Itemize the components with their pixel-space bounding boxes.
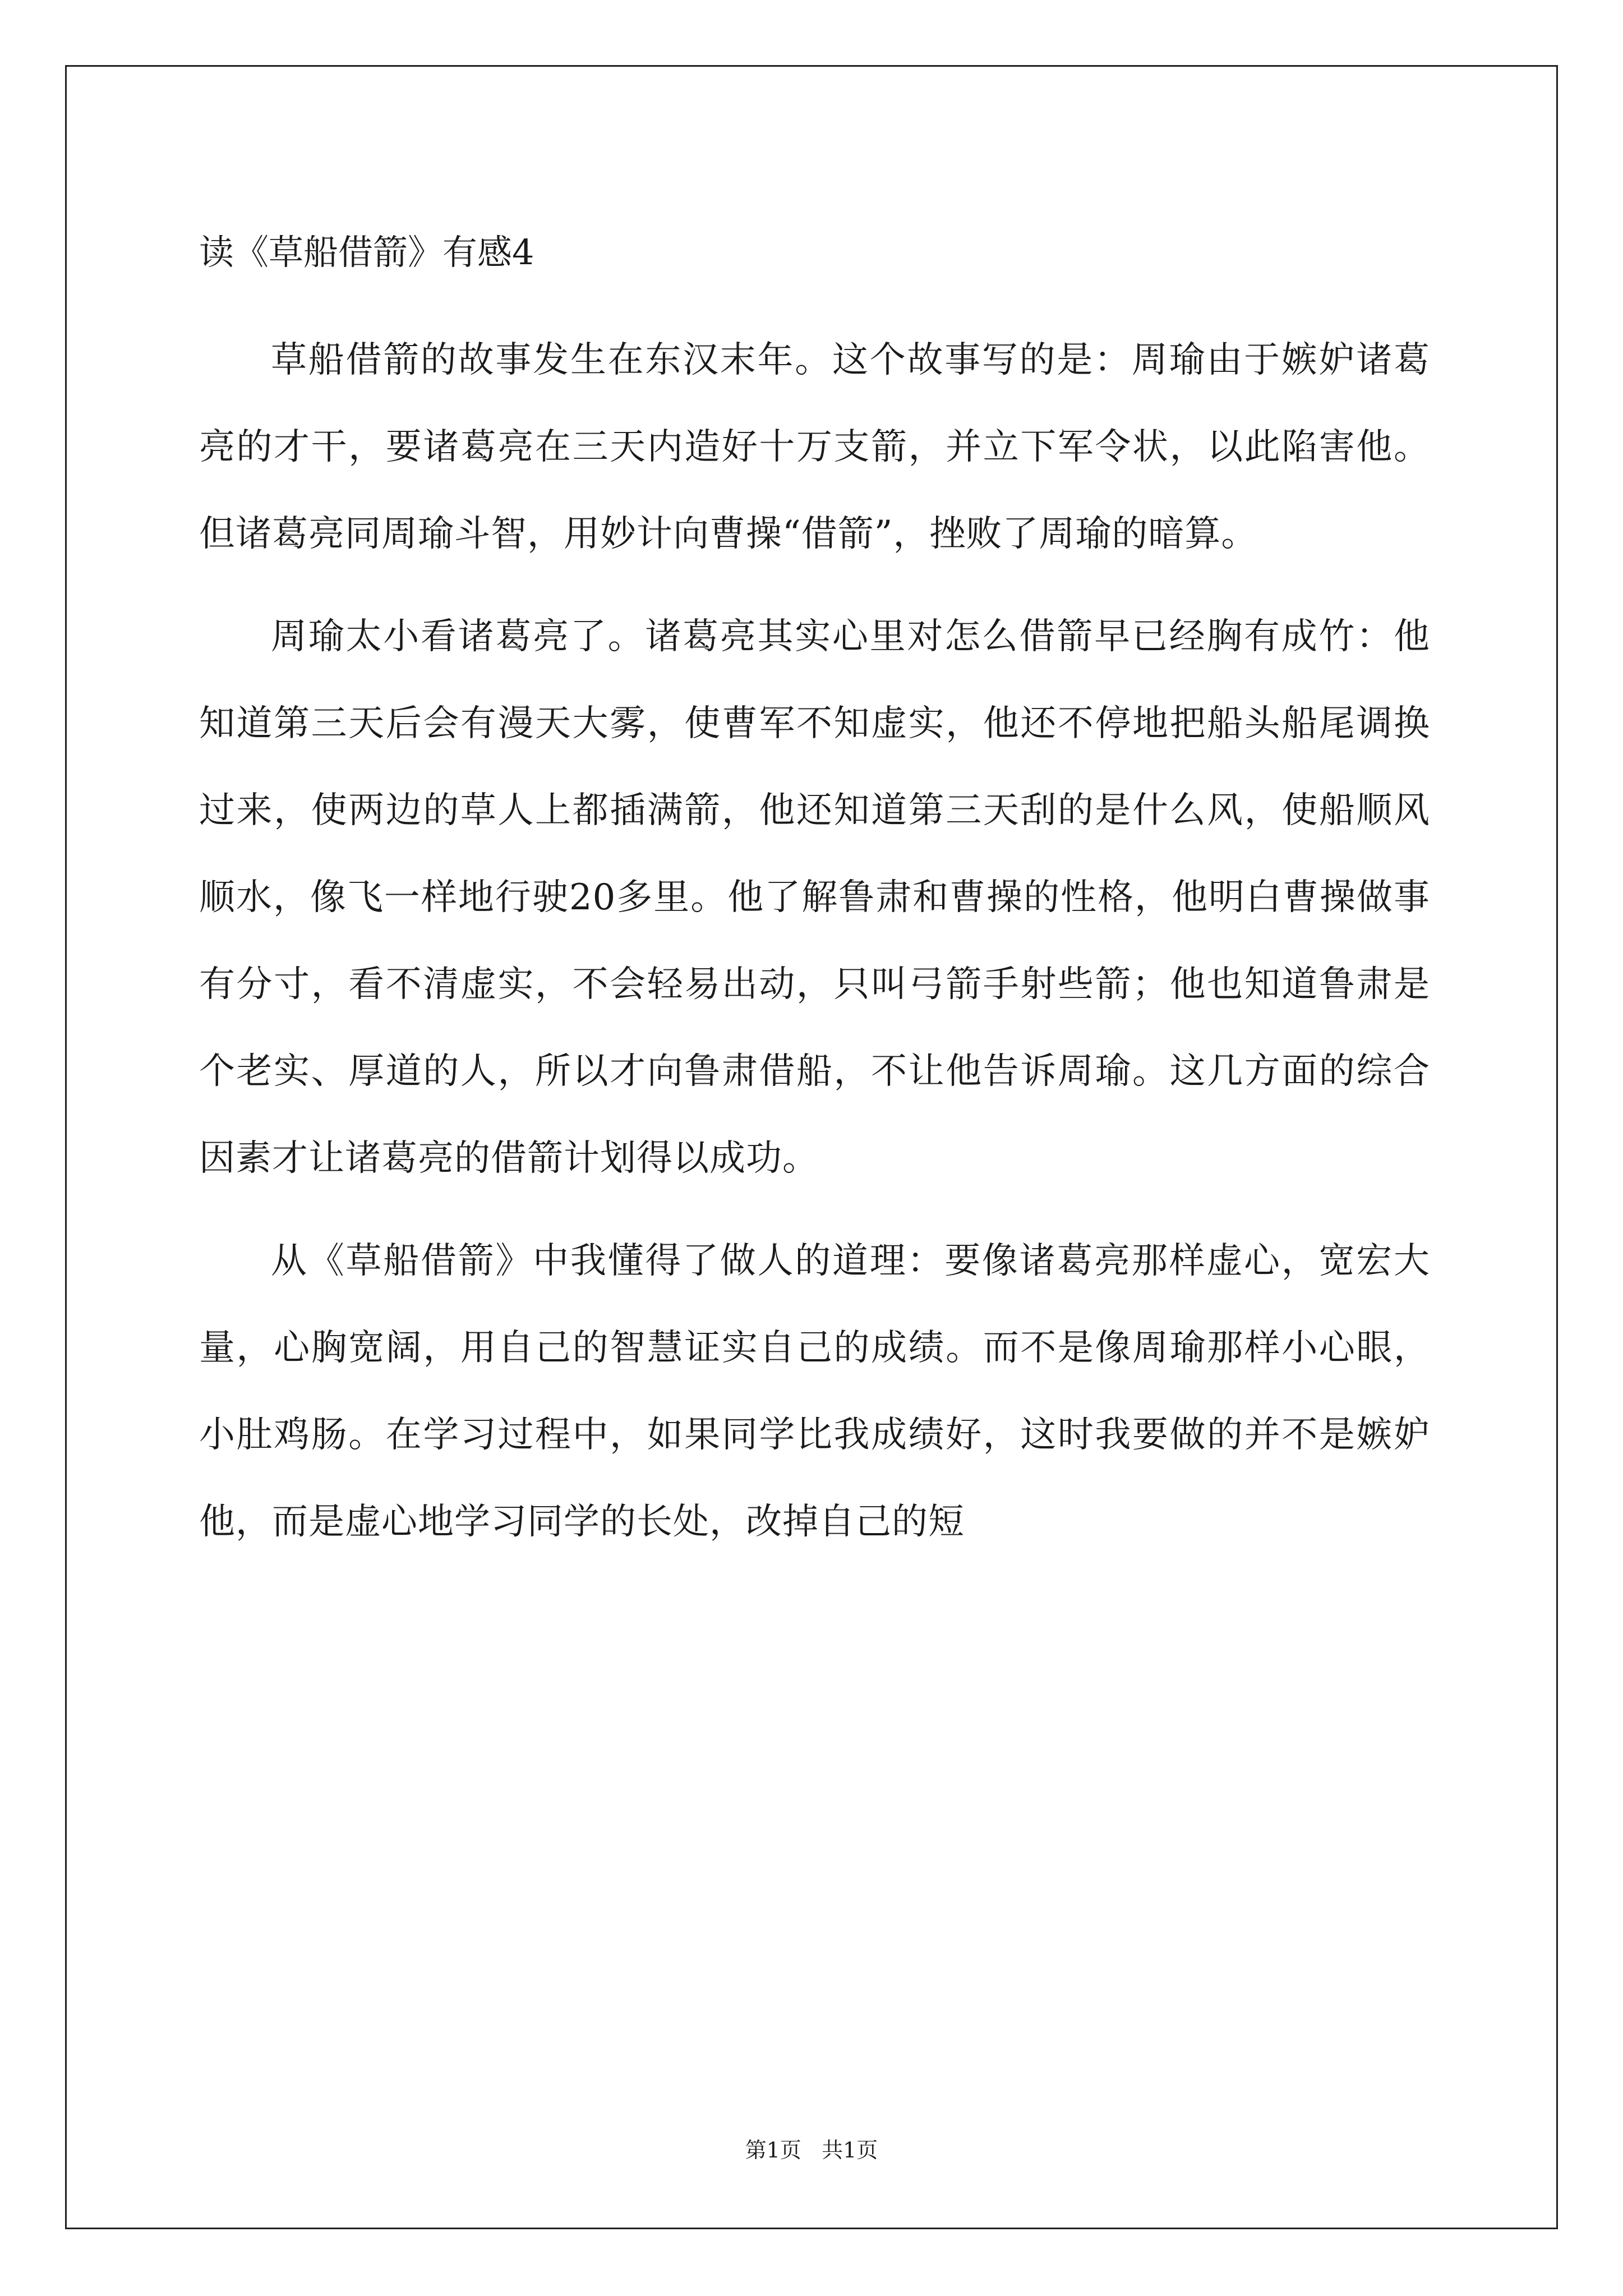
paragraph-2: 周瑜太小看诸葛亮了。诸葛亮其实心里对怎么借箭早已经胸有成竹：他知道第三天后会有漫天大雾，使曹军不知虚实，他还不停地把船头船尾调换过来，使两边的草人上都插满箭，他还知道第三天刮的是什么风，使船顺风顺水，像飞一样地行驶20多里。他了解鲁肃和曹操的性格，他明白曹操做事有分寸，看不清虚实，不会轻易出动，只叫弓箭手射些箭；他也知道鲁肃是个老实、厚道的人，所以才向鲁肃借船，不让他告诉周瑜。这几方面的综合因素才让诸葛亮的借箭计划得以成功。 (199, 616, 1430, 1179)
document-title: 读《草船借箭》有感4 (199, 232, 534, 273)
paragraph-1: 草船借箭的故事发生在东汉末年。这个故事写的是：周瑜由于嫉妒诸葛亮的才干，要诸葛亮在三天内造好十万支箭，并立下军令状，以此陷害他。但诸葛亮同周瑜斗智，用妙计向曹操“借箭”，挫败了周瑜的暗算。 (199, 339, 1430, 555)
paragraph-3: 从《草船借箭》中我懂得了做人的道理：要像诸葛亮那样虚心，宽宏大量，心胸宽阔，用自己的智慧证实自己的成绩。而不是像周瑜那样小心眼，小肚鸡肠。在学习过程中，如果同学比我成绩好，这时我要做的并不是嫉妒他，而是虚心地学习同学的长处，改掉自己的短 (199, 1240, 1430, 1543)
page-number: 第1页 共1页 (745, 2138, 878, 2162)
document-body (199, 222, 1430, 1581)
